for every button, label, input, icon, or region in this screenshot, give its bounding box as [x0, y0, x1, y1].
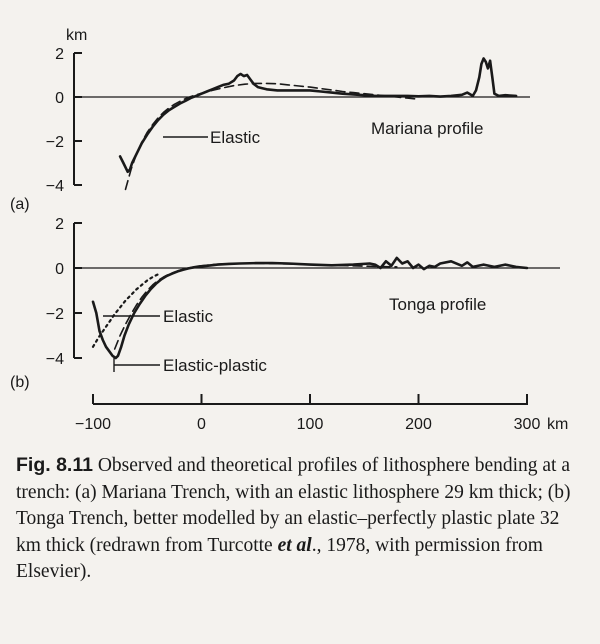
y-tick-label-b: 0 — [55, 261, 64, 278]
x-ticks — [75, 394, 568, 433]
annotation-elastic-b: Elastic — [163, 307, 214, 326]
profile-label-b: Tonga profile — [389, 295, 487, 314]
panel-b — [10, 216, 560, 391]
x-axis — [75, 394, 568, 433]
panel-label-a: (a) — [10, 196, 30, 213]
figure-caption — [16, 452, 588, 586]
y-unit-label: km — [66, 27, 88, 44]
annotation-elastic-a: Elastic — [210, 128, 261, 147]
x-tick-label: 100 — [296, 416, 324, 433]
y-tick-label-a: 2 — [55, 46, 64, 63]
annotation-elastic-plastic: Elastic-plastic — [163, 356, 267, 375]
x-unit-label: km — [547, 416, 569, 433]
x-tick-label: 300 — [513, 416, 541, 433]
y-tick-label-b: 2 — [55, 216, 64, 233]
y-ticks-a — [46, 46, 82, 195]
x-tick-label: −100 — [74, 416, 112, 433]
profile-label-a: Mariana profile — [371, 119, 484, 138]
caption-text-1: Observed and theoretical profiles of lithosphere bending at a trench: (a) Mariana Trench, with an elastic lithosphere 29 km thick; (b) Tonga Trench, better modelled by an elastic–perfectly plastic plate 32 km thick (redrawn from Turcotte — [16, 455, 571, 556]
y-tick-label-a: 0 — [55, 90, 64, 107]
y-tick-label-a: −4 — [45, 178, 64, 195]
dashed-profile-b — [115, 264, 397, 350]
solid-profile-a — [120, 59, 516, 172]
caption-text-2: ., 1978, with permission from Elsevier). — [16, 534, 543, 582]
panel-a — [10, 27, 530, 213]
y-ticks-b — [46, 216, 82, 368]
caption-et-al: et al — [277, 534, 312, 556]
y-tick-label-a: −2 — [45, 134, 64, 151]
y-tick-label-b: −2 — [45, 306, 64, 323]
panel-label-b: (b) — [10, 374, 30, 391]
x-tick-label: 0 — [197, 416, 206, 433]
y-tick-label-b: −4 — [45, 351, 64, 368]
figure-number: Fig. 8.11 — [16, 454, 93, 476]
x-tick-label: 200 — [405, 416, 432, 433]
